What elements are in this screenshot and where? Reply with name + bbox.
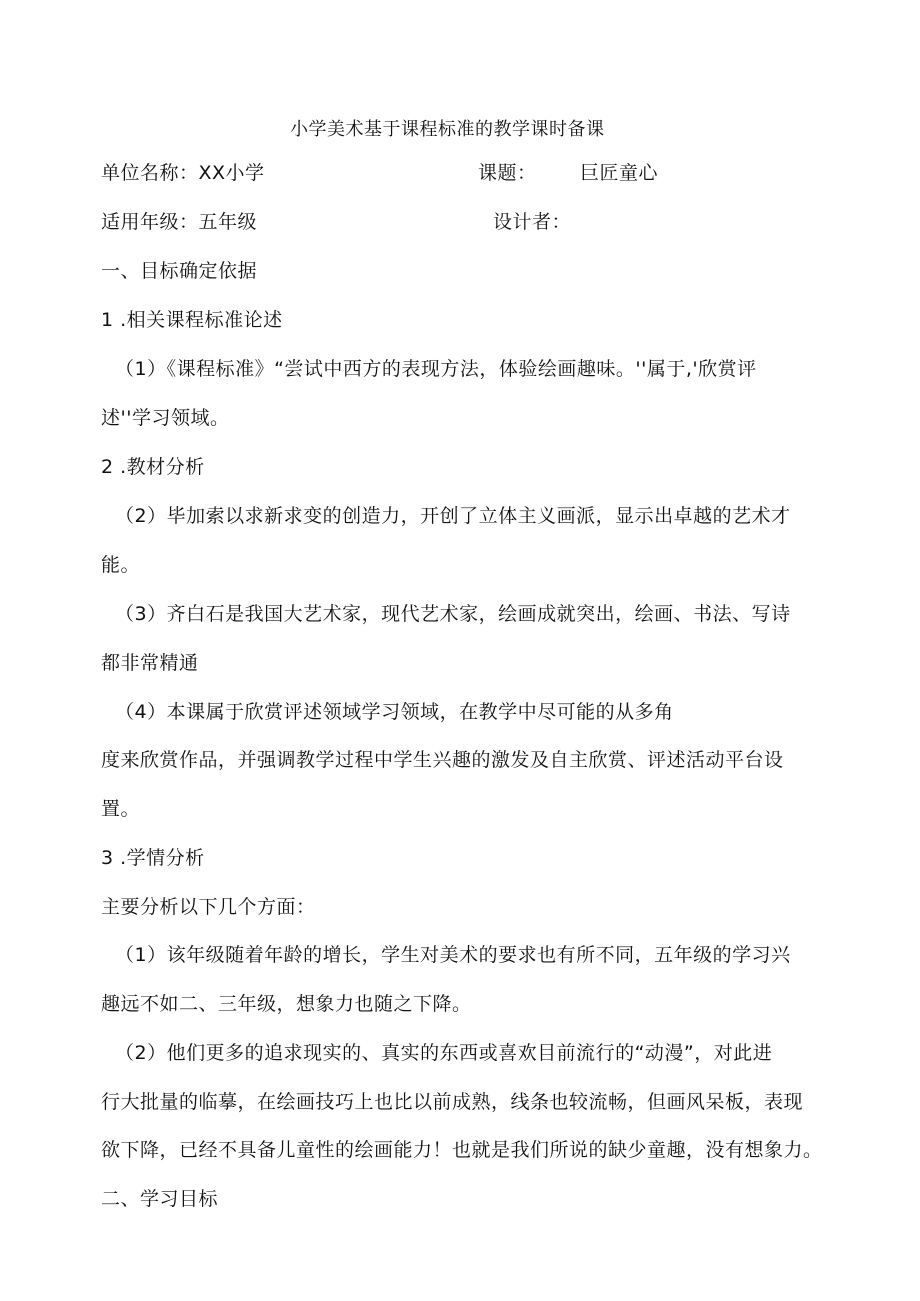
section-heading-2: 二、学习目标 — [101, 1188, 219, 1210]
subsection-heading-1-2: 2 .教材分析 — [101, 456, 205, 478]
paragraph-line: 欲下降，已经不具备儿童性的绘画能力！也就是我们所说的缺少童趣，没有想象力。 — [101, 1139, 823, 1161]
paragraph-line: 主要分析以下几个方面： — [101, 896, 316, 918]
paragraph-line: 都非常精通 — [101, 652, 199, 674]
subsection-heading-1-3: 3 .学情分析 — [101, 847, 205, 869]
page-title: 小学美术基于课程标准的教学课时备课 — [290, 119, 605, 140]
paragraph-line: （1）该年级随着年龄的增长，学生对美术的要求也有所不同，五年级的学习兴 — [115, 944, 791, 966]
paragraph-line: （1）《课程标准》“尝试中西方的表现方法，体验绘画趣味。''属于,'欣赏评 — [115, 358, 757, 380]
subsection-heading-1-1: 1 .相关课程标准论述 — [101, 309, 283, 331]
paragraph-line: 置。 — [101, 798, 141, 820]
topic-label: 课题： — [478, 162, 537, 184]
designer-label: 设计者： — [493, 211, 572, 233]
paragraph-line: （2）毕加索以求新求变的创造力，开创了立体主义画派，显示出卓越的艺术才 — [115, 505, 791, 527]
paragraph-line: （4）本课属于欣赏评述领域学习领域，在教学中尽可能的从多角 — [115, 701, 674, 723]
paragraph-line: （2）他们更多的追求现实的、真实的东西或喜欢目前流行的“动漫”，对此进 — [115, 1042, 773, 1064]
unit-name: 单位名称：XX小学 — [101, 162, 265, 184]
topic-value: 巨匠童心 — [580, 162, 659, 184]
section-heading-1: 一、目标确定依据 — [101, 260, 258, 282]
paragraph-line: 行大批量的临摹，在绘画技巧上也比以前成熟，线条也较流畅，但画风呆板，表现 — [101, 1091, 804, 1113]
paragraph-line: 度来欣赏作品，并强调教学过程中学生兴趣的激发及自主欣赏、评述活动平台设 — [101, 749, 784, 771]
paragraph-line: 能。 — [101, 554, 141, 576]
paragraph-line: （3）齐白石是我国大艺术家，现代艺术家，绘画成就突出，绘画、书法、写诗 — [115, 603, 791, 625]
paragraph-line: 趣远不如二、三年级，想象力也随之下降。 — [101, 993, 472, 1015]
paragraph-line: 述''学习领域。 — [101, 407, 230, 429]
grade-info: 适用年级：五年级 — [101, 211, 258, 233]
